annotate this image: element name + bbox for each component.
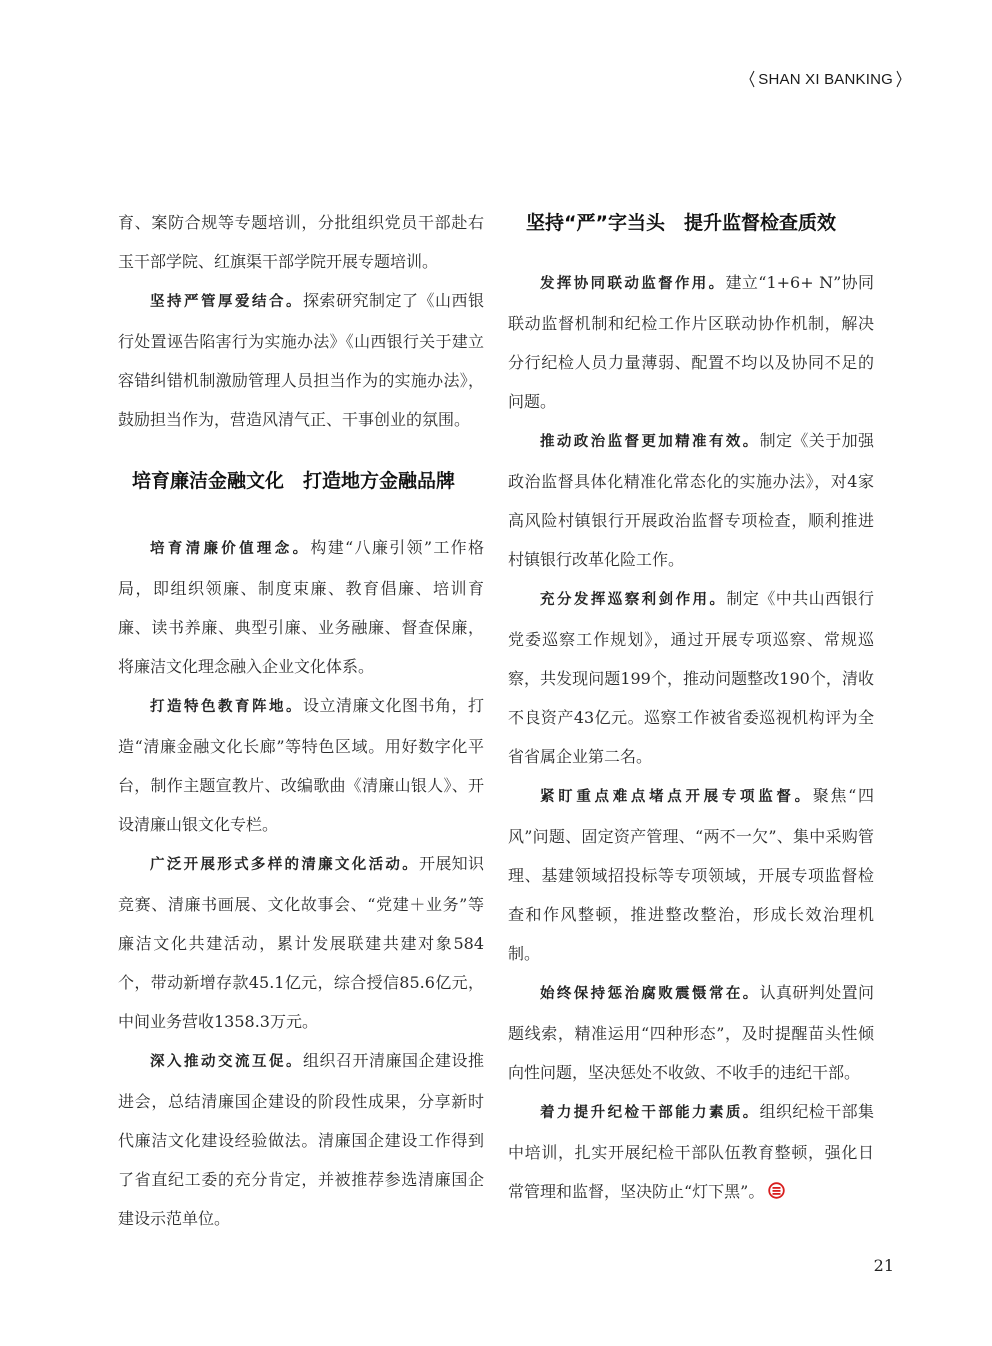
- paragraph-lead: 推动政治监督更加精准有效。: [540, 434, 760, 450]
- paragraph-body: 组织纪检干部集中培训，扎实开展纪检干部队伍教育整顿，强化日常管理和监督，坚决防止“灯下黑”。: [508, 1102, 874, 1201]
- paragraph-lead: 紧盯重点难点堵点开展专项监督。: [540, 789, 813, 805]
- paragraph-exchange: [118, 1041, 484, 1238]
- right-angle-bracket-icon: [896, 70, 902, 88]
- magazine-header-tag: [749, 70, 902, 88]
- paragraph-lead: 深入推动交流互促。: [150, 1054, 303, 1070]
- section-heading-culture: 培育廉洁金融文化 打造地方金融品牌: [132, 470, 456, 492]
- paragraph-body: 构建“八廉引领”工作格局，即组织领廉、制度束廉、教育倡廉、培训育廉、读书养廉、典型引廉、业务融廉、督查保廉，将廉洁文化理念融入企业文化体系。: [118, 538, 484, 676]
- article-end-mark-icon: [768, 1182, 785, 1199]
- paragraph-anti-corruption: [508, 973, 874, 1092]
- paragraph-lead: 坚持严管厚爱结合。: [150, 294, 303, 310]
- paragraph-political-supervision: [508, 421, 874, 579]
- paragraph-lead: 发挥协同联动监督作用。: [540, 276, 726, 292]
- paragraph-body: 制定《中共山西银行党委巡察工作规划》，通过开展专项巡察、常规巡察，共发现问题199个，推动问题整改190个，清收不良资产43亿元。巡察工作被省委巡视机构评为全省省属企业第二名。: [508, 589, 874, 766]
- continued-paragraph: 育、案防合规等专题培训，分批组织党员干部赴右玉干部学院、红旗渠干部学院开展专题培训。: [118, 213, 484, 271]
- paragraph-strict-management: [118, 281, 484, 439]
- paragraph-lead: 始终保持惩治腐败震慑常在。: [540, 986, 760, 1002]
- paragraph-special-supervision: [508, 776, 874, 973]
- paragraph-body: 开展知识竞赛、清廉书画展、文化故事会、“党建＋业务”等廉洁文化共建活动，累计发展联建共建对象584个，带动新增存款45.1亿元，综合授信85.6亿元，中间业务营收1358.3万元。: [118, 854, 484, 1031]
- section-heading-supervision: 坚持“严”字当头 提升监督检查质效: [526, 212, 836, 234]
- paragraph-body: 设立清廉文化图书角，打造“清廉金融文化长廊”等特色区域。用好数字化平台，制作主题宣教片、改编歌曲《清廉山银人》、开设清廉山银文化专栏。: [118, 696, 484, 834]
- right-column: [508, 203, 874, 1211]
- paragraph-lead: 充分发挥巡察利剑作用。: [540, 592, 727, 608]
- paragraph-body: 聚焦“四风”问题、固定资产管理、“两不一欠”、集中采购管理、基建领域招投标等专项领域，开展专项监督检查和作风整顿，推进整改整治，形成长效治理机制。: [508, 786, 874, 963]
- left-column: [118, 203, 484, 1238]
- paragraph-coordination: [508, 263, 874, 421]
- paragraph-body: 认真研判处置问题线索，精准运用“四种形态”，及时提醒苗头性倾向性问题，坚决惩处不收敛、不收手的违纪干部。: [508, 983, 874, 1082]
- page-number: 21: [873, 1256, 894, 1275]
- paragraph-cadre-quality: [508, 1092, 874, 1211]
- paragraph-lead: 培育清廉价值理念。: [150, 541, 311, 557]
- paragraph-activities: [118, 844, 484, 1041]
- magazine-name: SHAN XI BANKING: [758, 70, 893, 88]
- paragraph-values: [118, 528, 484, 686]
- paragraph-education-base: [118, 686, 484, 844]
- paragraph-inspection: [508, 579, 874, 776]
- paragraph-lead: 打造特色教育阵地。: [150, 699, 303, 715]
- paragraph-body: 探索研究制定了《山西银行处置诬告陷害行为实施办法》《山西银行关于建立容错纠错机制激励管理人员担当作为的实施办法》，鼓励担当作为，营造风清气正、干事创业的氛围。: [118, 291, 484, 429]
- paragraph-body: 建立“1+6+ N”协同联动监督机制和纪检工作片区联动协作机制，解决分行纪检人员力量薄弱、配置不均以及协同不足的问题。: [508, 273, 875, 411]
- paragraph-body: 组织召开清廉国企建设推进会，总结清廉国企建设的阶段性成果，分享新时代廉洁文化建设经验做法。清廉国企建设工作得到了省直纪工委的充分肯定，并被推荐参选清廉国企建设示范单位。: [118, 1051, 484, 1228]
- paragraph-body: 制定《关于加强政治监督具体化精准化常态化的实施办法》，对4家高风险村镇银行开展政治监督专项检查，顺利推进村镇银行改革化险工作。: [508, 431, 874, 569]
- paragraph-lead: 着力提升纪检干部能力素质。: [540, 1105, 760, 1121]
- paragraph-lead: 广泛开展形式多样的清廉文化活动。: [150, 857, 420, 873]
